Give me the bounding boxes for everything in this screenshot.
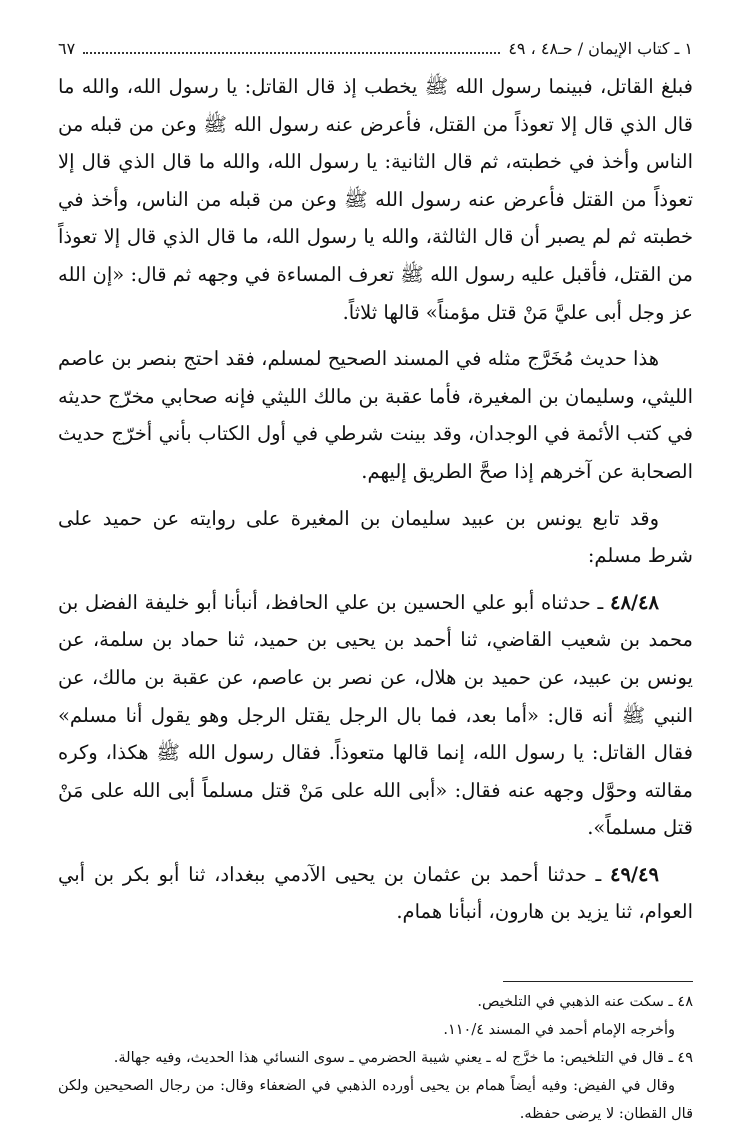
main-text	[58, 68, 693, 931]
footnotes	[58, 988, 693, 1128]
hadith-number-48: ٤٨/٤٨	[609, 590, 659, 614]
paragraph-mutaba: وقد تابع يونس بن عبيد سليمان بن المغيرة على روايته عن حميد على شرط مسلم:	[58, 506, 693, 568]
paragraph-hadith-48	[58, 584, 693, 847]
book-page	[58, 38, 693, 1128]
hadith-49-text: ـ حدثنا أحمد بن عثمان بن يحيى الآدمي ببغداد، ثنا أبو بكر بن أبي العوام، ثنا يزيد بن هارون، أنبأنا همام.	[58, 862, 693, 924]
paragraph-hadith-continuation: فبلغ القاتل، فبينما رسول الله ﷺ يخطب إذ قال القاتل: يا رسول الله، والله ما قال الذي قال إلا تعوذاً من القتل، فأعرض عنه رسول الله ﷺ وعن من قبله من الناس وأخذ في خطبته، ثم قال الثانية: يا رسول الله، والله ما قال الذي قال إلا تعوذاً من القتل فأعرض عنه رسول الله ﷺ وعن من قبله من الناس، وأخذ في خطبته ثم لم يصبر أن قال الثالثة، والله يا رسول الله، ما قال الذي قال إلا تعوذاً من القتل، فأقبل عليه رسول الله ﷺ تعرف المساءة في وجهه ثم قال: «إن الله عز وجل أبى عليَّ مَنْ قتل مؤمناً» قالها ثلاثاً.	[58, 75, 693, 324]
hadith-48-text: ـ حدثناه أبو علي الحسين بن علي الحافظ، أنبأنا أبو خليفة الفضل بن محمد بن شعيب القاضي، ثنا أحمد بن يحيى بن حميد، ثنا حماد بن سلمة، عن يونس بن عبيد، عن حميد بن هلال، عن نصر بن عاصم، عن عقبة بن مالك، عن النبي ﷺ أنه قال: «أما بعد، فما بال الرجل يقتل الرجل وهو يقول أنا مسلم» فقال القاتل: يا رسول الله، إنما قالها متعوذاً. فقال رسول الله ﷺ هكذا، وكره مقالته وحوَّل وجهه عنه فقال: «أبى الله على مَنْ قتل مسلماً أبى الله على مَنْ قتل مسلماً».	[58, 590, 693, 840]
running-title: ١ ـ كتاب الإيمان / حـ٤٨ ، ٤٩	[508, 39, 693, 58]
page-number: ٦٧	[58, 39, 76, 58]
running-header	[58, 38, 693, 64]
paragraph-hadith-49	[58, 856, 693, 931]
footnote-divider	[503, 981, 693, 982]
hadith-number-49: ٤٩/٤٩	[609, 862, 659, 886]
footnote-49: ٤٩ ـ قال في التلخيص: ما خرَّج له ـ يعني شيبة الحضرمي ـ سوى النسائي هذا الحديث، وفيه جهالة.	[113, 1050, 693, 1067]
footnote-48: ٤٨ ـ سكت عنه الذهبي في التلخيص.	[477, 994, 693, 1011]
leader-dots	[83, 40, 500, 54]
footnote-49-fayd: وقال في الفيض: وفيه أيضاً همام بن يحيى أورده الذهبي في الضعفاء وقال: من رجال الصحيحين ولكن قال القطان: لا يرضى حفظه.	[58, 1078, 693, 1123]
footnote-48-ahmad: وأخرجه الإمام أحمد في المسند ١١٠/٤.	[443, 1022, 675, 1039]
paragraph-commentary: هذا حديث مُخَرَّج مثله في المسند الصحيح لمسلم، فقد احتج بنصر بن عاصم الليثي، وسليمان بن المغيرة، فأما عقبة بن مالك الليثي فإنه صحابي مخرّج حديثه في كتب الأئمة في الوجدان، وقد بينت شرطي في أول الكتاب بأني أخرّج حديث الصحابة عن آخرهم إذا صحَّ الطريق إليهم.	[58, 347, 693, 483]
